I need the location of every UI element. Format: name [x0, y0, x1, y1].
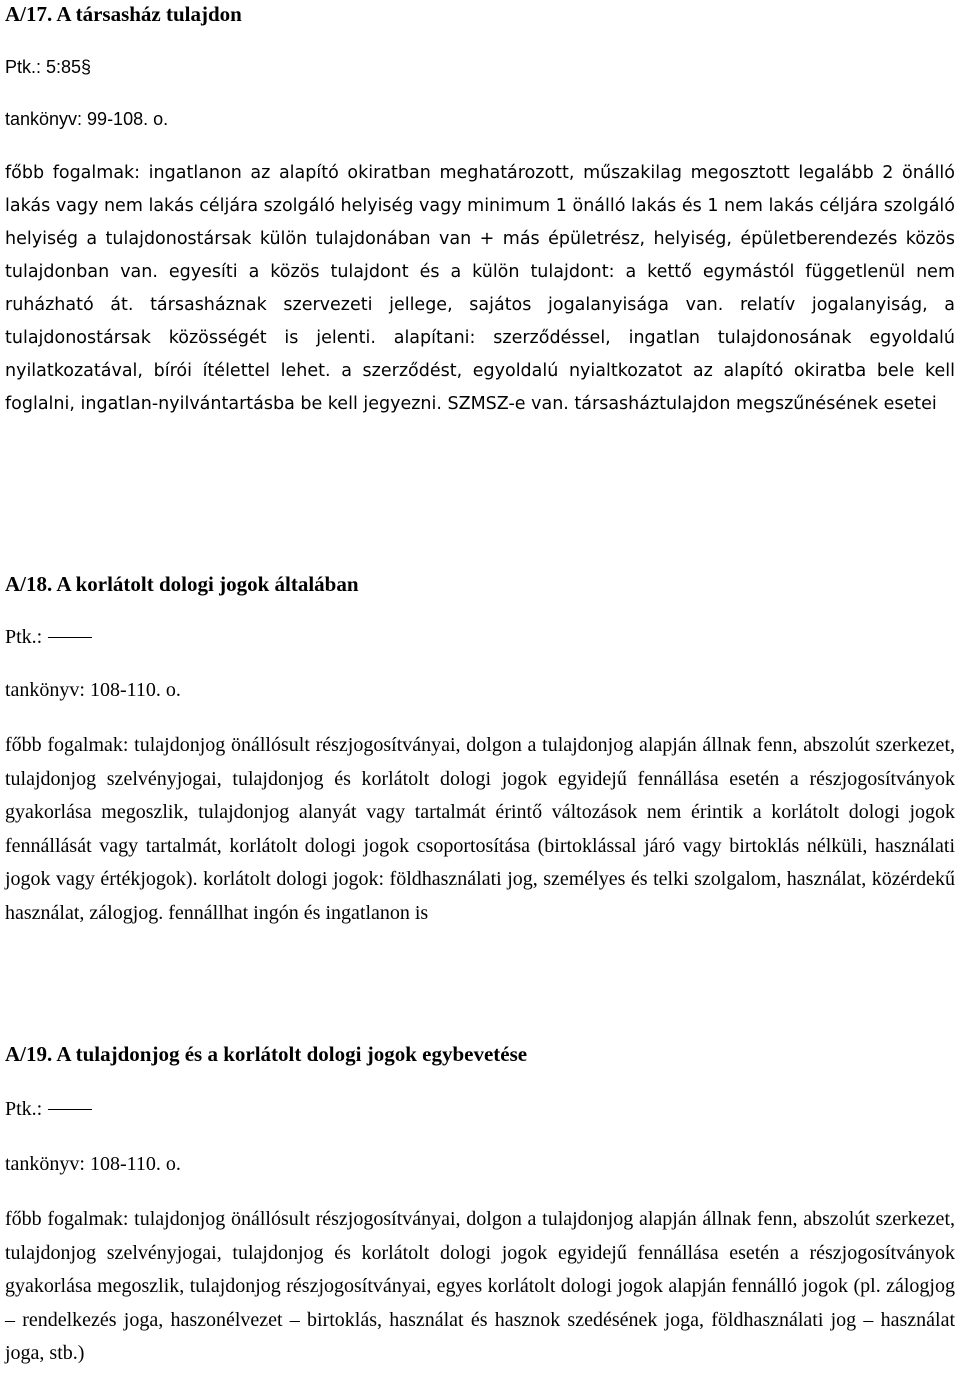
ptk-reference [5, 625, 92, 649]
section-title: A/19. A tulajdonjog és a korlátolt dologi jogok egybevetése [5, 1042, 528, 1066]
ptk-label: Ptk.: [5, 626, 43, 648]
textbook-reference: tankönyv: 99-108. o. [5, 109, 169, 129]
dash-line [48, 1109, 92, 1110]
ptk-reference [5, 1097, 92, 1121]
ptk-reference: Ptk.: 5:85§ [5, 57, 92, 77]
section-title: A/18. A korlátolt dologi jogok általában [5, 572, 359, 596]
textbook-reference: tankönyv: 108-110. o. [5, 679, 181, 701]
dash-line [48, 637, 92, 638]
section-body: főbb fogalmak: ingatlanon az alapító okiratban meghatározott, műszakilag megosztott legalább 2 önálló lakás vagy nem lakás céljára szolgáló helyiség vagy minimum 1 önálló lakás és 1 nem lakás céljára szolgáló helyiség a tulajdonostársak külön tulajdonában van + más épületrész, helyiség, épületberendezés közös tulajdonban van. egyesíti a közös tulajdont és a külön tulajdont: a kettő egymástól függetlenül nem ruházható át. társasháznak szervezeti jellege, sajátos jogalanyisága van. relatív jogalanyiság, a tulajdonostársak közösségét is jelenti. alapítani: szerződéssel, ingatlan tulajdonosának egyoldalú nyilatkozatával, bírói ítélettel lehet. a szerződést, egyoldalú nyialtkozatot az alapító okiratba bele kell foglalni, ingatlan-nyilvántartásba be kell jegyezni. SZMSZ-e van. társasháztulajdon megszűnésének esetei [5, 163, 955, 414]
ptk-label: Ptk.: [5, 1098, 43, 1120]
section-body: főbb fogalmak: tulajdonjog önállósult részjogosítványai, dolgon a tulajdonjog alapján állnak fenn, abszolút szerkezet, tulajdonjog szelvényjogai, tulajdonjog és korlátolt dologi jogok egyidejű fennállása esetén a részjogosítványok gyakorlása megoszlik, tulajdonjog részjogosítványai, egyes korlátolt dologi jogok alapján fennálló jogok (pl. zálogjog – rendelkezés joga, haszonélvezet – birtoklás, használat és hasznok szedésének joga, földhasználati jog – használat joga, stb.) [5, 1208, 955, 1365]
textbook-reference: tankönyv: 108-110. o. [5, 1153, 181, 1175]
section-body: főbb fogalmak: tulajdonjog önállósult részjogosítványai, dolgon a tulajdonjog alapján állnak fenn, abszolút szerkezet, tulajdonjog szelvényjogai, tulajdonjog és korlátolt dologi jogok egyidejű fennállása esetén a részjogosítványok gyakorlása megoszlik, tulajdonjog alanyát vagy tartalmát érintő változások nem érintik a korlátolt dologi jogok fennállását vagy tartalmát, korlátolt dologi jogok csoportosítása (birtoklással járó vagy birtoklás nélküli, használati jogok vagy értékjogok). korlátolt dologi jogok: földhasználati jog, személyes és telki szolgalom, használat, közérdekű használat, zálogjog. fennállhat ingón és ingatlanon is [5, 734, 955, 924]
section-title: A/17. A társasház tulajdon [5, 2, 242, 26]
